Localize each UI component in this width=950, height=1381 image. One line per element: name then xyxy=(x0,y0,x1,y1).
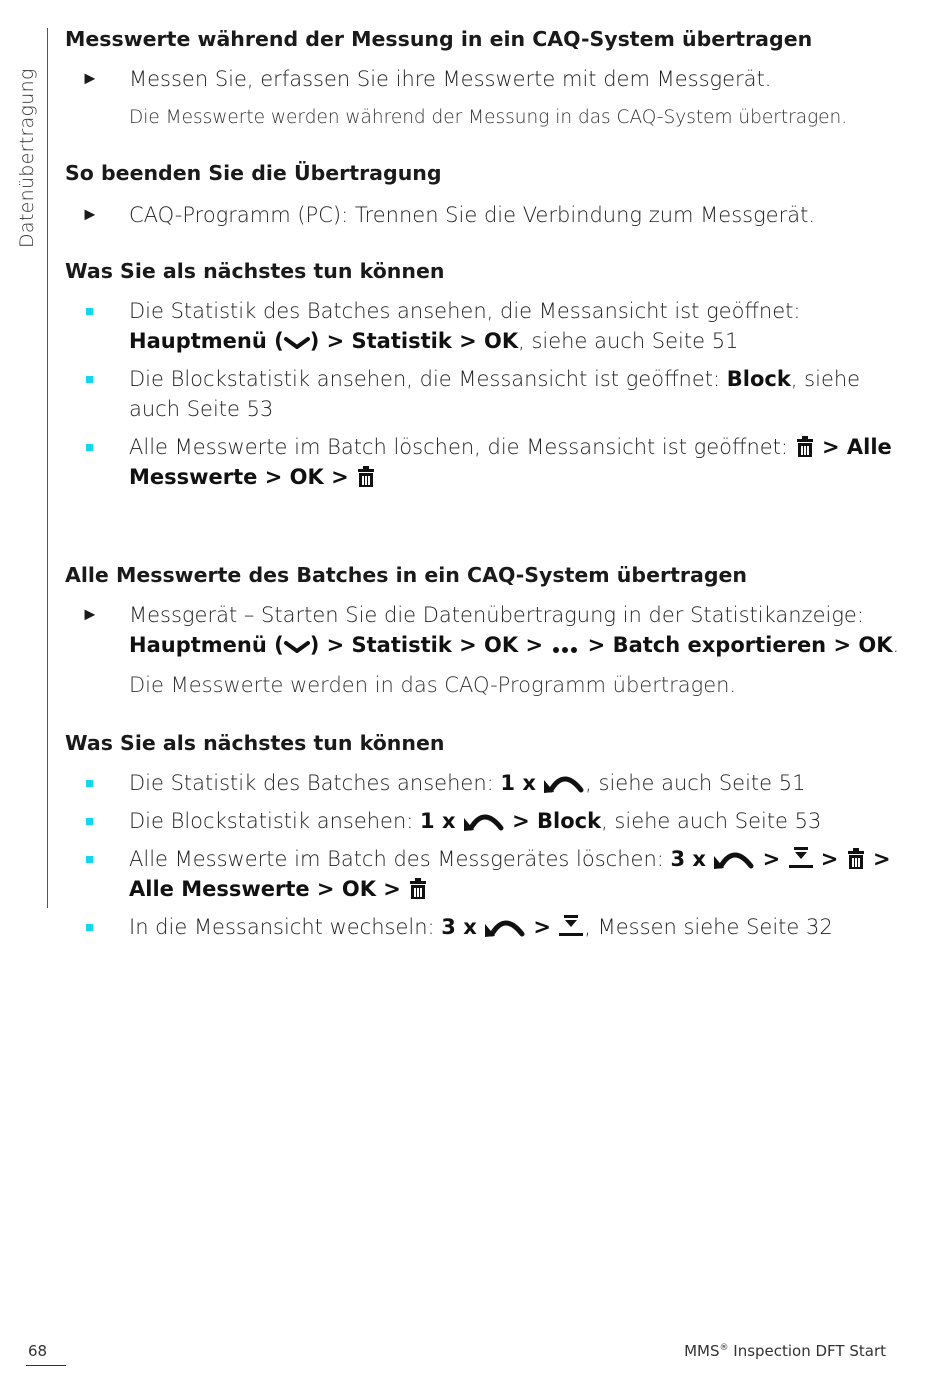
menu-path: > xyxy=(755,847,788,871)
back-arrow-icon xyxy=(463,810,505,832)
bullet-icon xyxy=(86,308,93,315)
menu-path: ) > Statistik > OK > xyxy=(309,633,551,657)
document-title xyxy=(684,1342,886,1360)
step-item xyxy=(65,200,915,230)
menu-path: > xyxy=(526,915,559,939)
bullet-icon xyxy=(86,856,93,863)
page-ref: , siehe auch Seite 53 xyxy=(601,809,822,833)
list-item xyxy=(65,844,915,904)
list-item xyxy=(65,432,915,492)
side-tab xyxy=(0,28,48,908)
list-item xyxy=(65,912,915,942)
section-heading-next-steps: Was Sie als nächstes tun können xyxy=(65,259,445,283)
step-marker-icon: ► xyxy=(81,204,99,225)
more-dots-icon xyxy=(550,642,580,656)
page-number: 68 xyxy=(28,1342,48,1360)
page-ref: , siehe auch Seite 51 xyxy=(518,329,739,353)
menu-path: > Block xyxy=(504,809,602,833)
trash-icon xyxy=(795,436,815,458)
menu-path: > Alle Messwerte > OK > xyxy=(129,435,892,489)
registered-mark: ® xyxy=(719,1343,729,1353)
step-item xyxy=(65,64,915,94)
page-ref: , siehe auch Seite 53 xyxy=(129,367,861,421)
measure-icon xyxy=(558,914,584,938)
trash-icon xyxy=(408,878,428,900)
bullet-icon xyxy=(86,376,93,383)
list-item xyxy=(65,364,915,424)
list-item-text: Alle Messwerte im Batch des Messgerätes löschen: xyxy=(129,847,671,871)
chevron-down-icon xyxy=(284,334,310,352)
menu-path: 1 x xyxy=(420,809,463,833)
list-item-text: Die Statistik des Batches ansehen: xyxy=(129,771,501,795)
footer-rule xyxy=(26,1365,66,1366)
menu-path: > xyxy=(813,847,846,871)
bullet-icon xyxy=(86,818,93,825)
doc-title-rest: Inspection DFT Start xyxy=(728,1342,886,1360)
section-heading-next-steps: Was Sie als nächstes tun können xyxy=(65,731,445,755)
doc-title-brand: MMS xyxy=(684,1342,720,1360)
menu-path: > Batch exportieren > OK xyxy=(580,633,893,657)
punctuation: . xyxy=(892,633,900,657)
list-item xyxy=(65,768,915,798)
list-item-text: Die Blockstatistik ansehen, die Messansicht ist geöffnet: xyxy=(129,367,727,391)
bullet-icon xyxy=(86,444,93,451)
side-tab-label: Datenübertragung xyxy=(16,68,38,248)
menu-path: Hauptmenü ( xyxy=(129,329,284,353)
step-item xyxy=(65,600,915,660)
menu-path: Hauptmenü ( xyxy=(129,633,284,657)
menu-path: 3 x xyxy=(670,847,714,871)
menu-path: > Alle Messwerte > OK > xyxy=(129,847,891,901)
trash-icon xyxy=(846,848,866,870)
page-ref: , siehe auch Seite 51 xyxy=(585,771,806,795)
list-item xyxy=(65,296,915,356)
list-item-text: In die Messansicht wechseln: xyxy=(129,915,442,939)
measure-icon xyxy=(788,846,814,870)
page-ref: , Messen siehe Seite 32 xyxy=(584,915,833,939)
bullet-icon xyxy=(86,780,93,787)
menu-path: 1 x xyxy=(500,771,544,795)
list-item xyxy=(65,806,915,836)
back-arrow-icon xyxy=(484,916,526,938)
trash-icon xyxy=(356,466,376,488)
step-marker-icon: ► xyxy=(81,604,99,625)
step-text: Messgerät – Starten Sie die Datenübertragung in der Statistikanzeige: xyxy=(129,603,864,627)
section-heading-transfer-during-measure: Messwerte während der Messung in ein CAQ-System übertragen xyxy=(65,27,813,51)
step-text: CAQ-Programm (PC): Trennen Sie die Verbindung zum Messgerät. xyxy=(129,203,816,227)
menu-path: ) > Statistik > OK xyxy=(309,329,519,353)
bullet-icon xyxy=(86,924,93,931)
section-heading-transfer-batch: Alle Messwerte des Batches in ein CAQ-System übertragen xyxy=(65,563,747,587)
menu-path: Block xyxy=(726,367,791,391)
list-item-text: Alle Messwerte im Batch löschen, die Messansicht ist geöffnet: xyxy=(129,435,795,459)
step-text: Messen Sie, erfassen Sie ihre Messwerte mit dem Messgerät. xyxy=(129,67,772,91)
menu-path: 3 x xyxy=(441,915,485,939)
list-item-text: Die Statistik des Batches ansehen, die Messansicht ist geöffnet: xyxy=(129,299,801,323)
section-heading-end-transfer: So beenden Sie die Übertragung xyxy=(65,161,442,185)
step-marker-icon: ► xyxy=(81,68,99,89)
page-content xyxy=(65,24,915,942)
back-arrow-icon xyxy=(543,772,585,794)
back-arrow-icon xyxy=(713,848,755,870)
list-item-text: Die Blockstatistik ansehen: xyxy=(129,809,421,833)
result-note: Die Messwerte werden in das CAQ-Programm übertragen. xyxy=(129,673,737,697)
result-note: Die Messwerte werden während der Messung in das CAQ-System übertragen. xyxy=(129,107,848,128)
chevron-down-icon xyxy=(284,638,310,656)
